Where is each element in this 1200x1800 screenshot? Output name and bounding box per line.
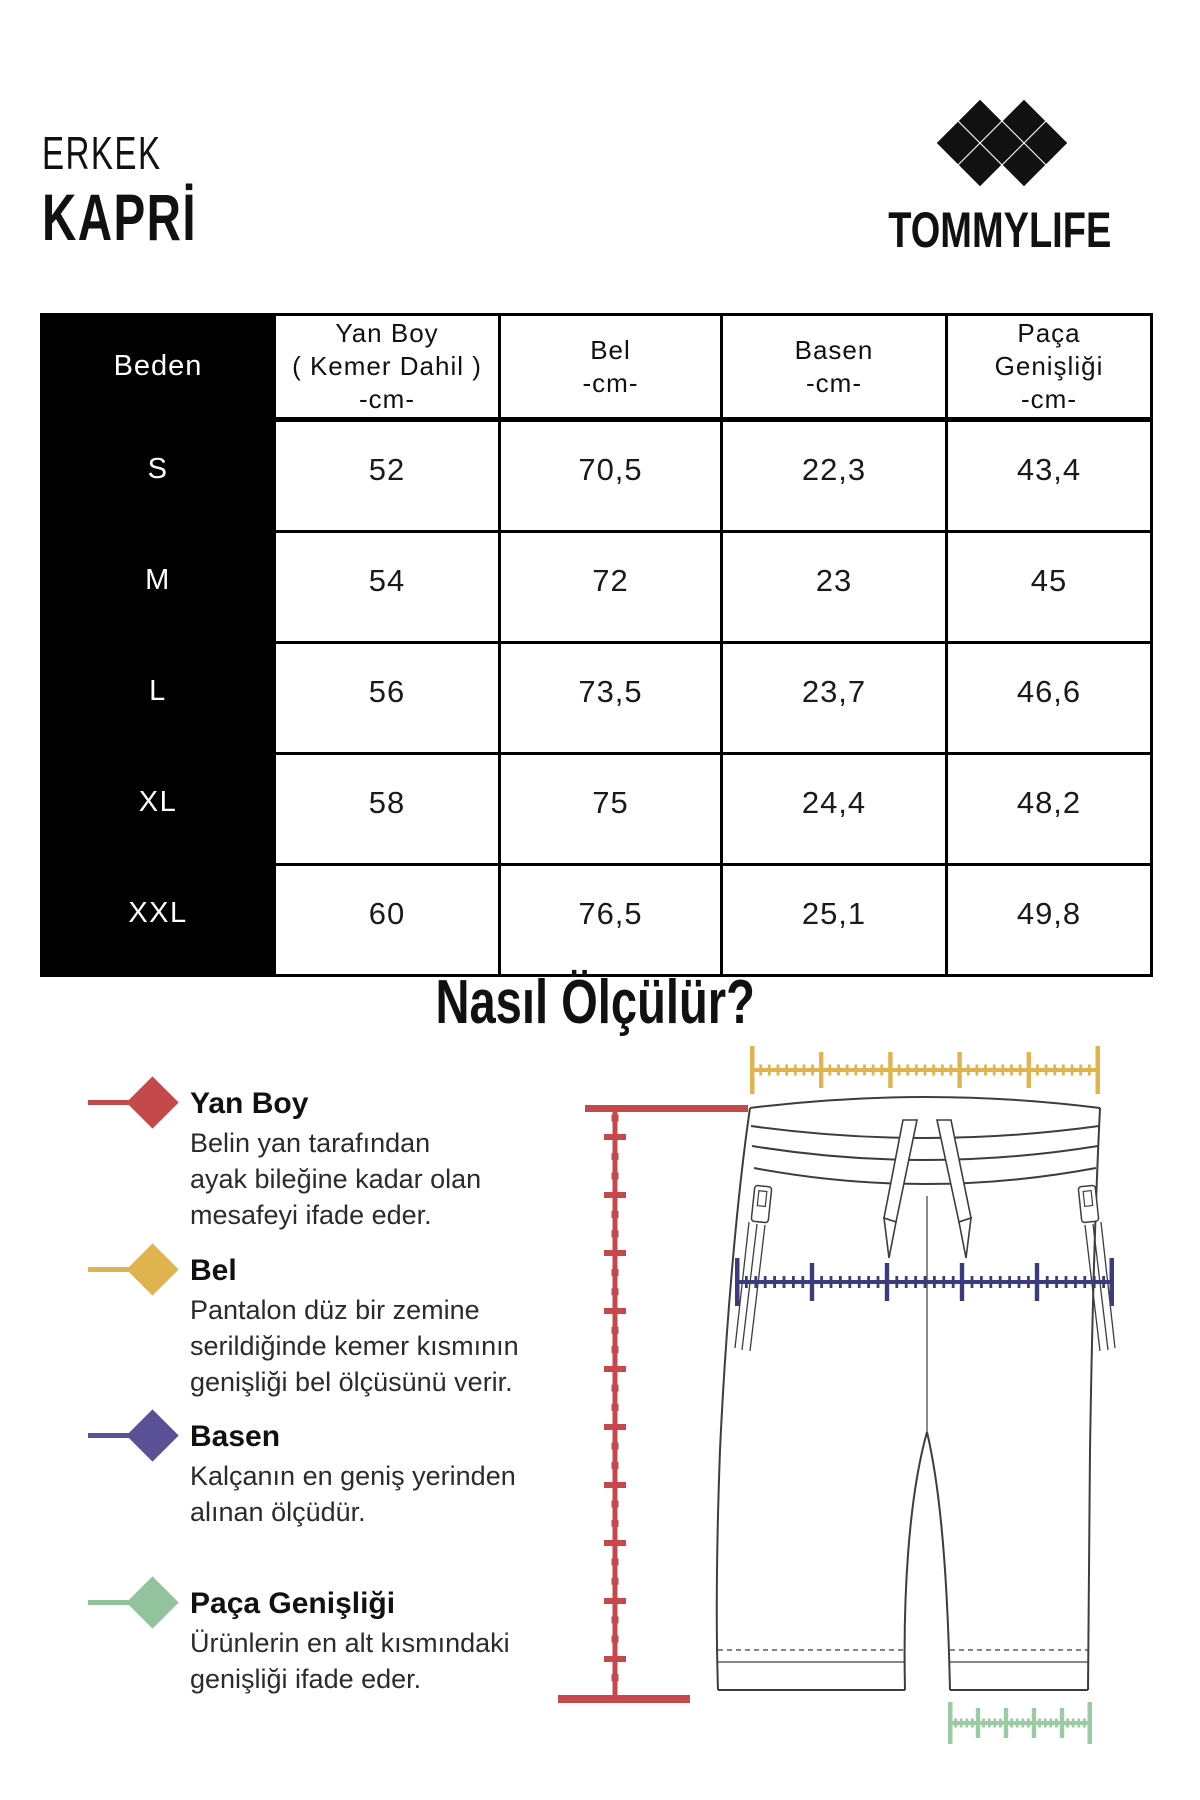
paca-genisligi-ruler [948, 1702, 1092, 1744]
table-row [42, 865, 1152, 976]
cell-value: 25,1 [801, 895, 867, 931]
header-bel: Bel -cm- [500, 315, 722, 420]
cell-value: 23,7 [801, 673, 867, 709]
cell-value: 46,6 [1016, 673, 1082, 709]
cell-value: 75 [592, 784, 629, 820]
table-row [42, 420, 1152, 532]
brand-diamonds-icon [930, 95, 1070, 191]
brand-name: TOMMYLIFE [888, 202, 1112, 258]
cell-value: 49,8 [1016, 895, 1082, 931]
size-label: XL [138, 786, 178, 818]
yan-boy-ruler [558, 1105, 748, 1703]
cell-value: 70,5 [578, 451, 643, 487]
how-to-measure-heading: Nasıl Ölçülür? [435, 968, 755, 1037]
size-table [40, 313, 1153, 977]
basen-diamond-icon [88, 1418, 184, 1458]
cell-value: 58 [368, 784, 406, 820]
header-paca-genisligi: Paça Genişliği -cm- [947, 315, 1152, 420]
paca-genisligi-diamond-icon [88, 1585, 184, 1625]
title-erkek: ERKEK [42, 127, 162, 179]
capri-sketch [717, 1097, 1100, 1690]
legend-title: Bel [190, 1254, 237, 1287]
title-kapri: KAPRİ [42, 180, 198, 254]
legend-desc: Pantalon düz bir zemine serildiğinde kemer kısmının genişliği bel ölçüsünü verir. [190, 1295, 519, 1397]
cell-value: 52 [368, 451, 406, 487]
cell-value: 24,4 [801, 784, 867, 820]
bel-ruler [750, 1046, 1100, 1094]
legend-desc: Kalçanın en geniş yerinden alınan ölçüdür. [190, 1461, 516, 1527]
size-label: XXL [128, 897, 188, 929]
legend-desc: Belin yan tarafından ayak bileğine kadar olan mesafeyi ifade eder. [190, 1128, 482, 1230]
bel-diamond-icon [88, 1252, 184, 1292]
legend-title: Paça Genişliği [190, 1587, 396, 1620]
size-label: M [145, 564, 171, 596]
table-row [42, 532, 1152, 643]
legend-title: Basen [190, 1420, 281, 1453]
cell-value: 43,4 [1016, 451, 1082, 487]
cell-value: 76,5 [578, 895, 643, 931]
basen-ruler [735, 1258, 1114, 1306]
size-label: L [149, 675, 167, 707]
cell-value: 23 [815, 562, 853, 598]
brand-logo [840, 95, 1160, 258]
header-basen: Basen -cm- [722, 315, 947, 420]
header-yan-boy: Yan Boy ( Kemer Dahil ) -cm- [275, 315, 500, 420]
cell-value: 48,2 [1016, 784, 1082, 820]
table-row [42, 754, 1152, 865]
table-row [42, 643, 1152, 754]
cell-value: 72 [592, 562, 629, 598]
yan-boy-diamond-icon [88, 1085, 184, 1125]
size-table-header-row [42, 315, 1152, 420]
cell-value: 54 [368, 562, 406, 598]
cell-value: 60 [368, 895, 406, 931]
cell-value: 22,3 [801, 451, 867, 487]
header-beden: Beden [42, 315, 275, 420]
legend-desc: Ürünlerin en alt kısmındaki genişliği ifade eder. [190, 1628, 510, 1694]
measurement-diagram [450, 1030, 1200, 1790]
cell-value: 56 [368, 673, 406, 709]
size-label: S [147, 453, 169, 485]
page-title [42, 127, 257, 254]
pocket-zippers [735, 1185, 1115, 1351]
cell-value: 73,5 [578, 673, 643, 709]
legend-title: Yan Boy [190, 1087, 309, 1120]
cell-value: 45 [1030, 562, 1068, 598]
